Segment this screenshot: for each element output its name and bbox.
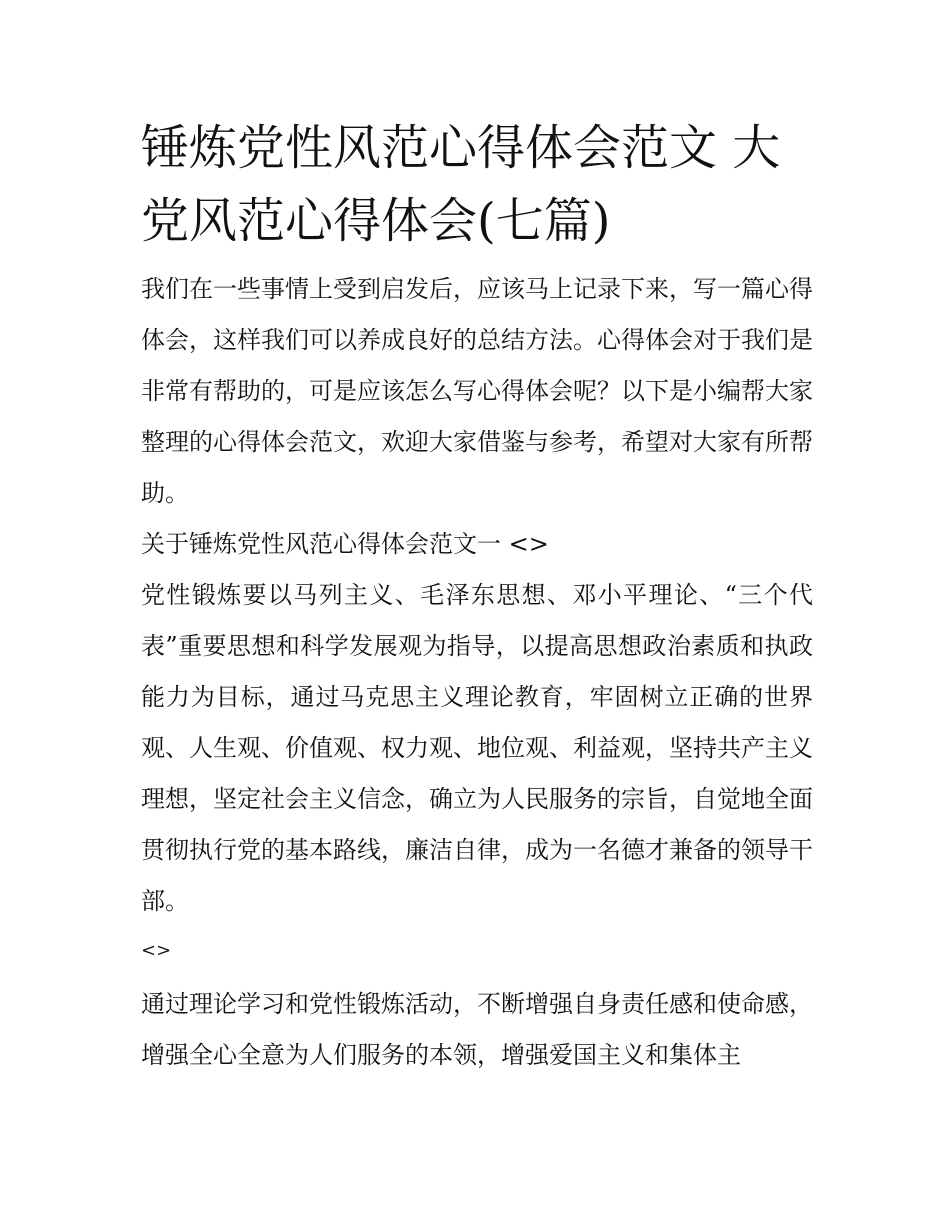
document-title: 锤炼党性风范心得体会范文 大党风范心得体会(七篇) <box>141 120 781 249</box>
body-paragraph-2: 通过理论学习和党性锻炼活动，不断增强自身责任感和使命感，增强全心全意为人们服务的本领，增强爱国主义和集体主 <box>141 990 813 1069</box>
body-paragraph-1: 党性锻炼要以马列主义、毛泽东思想、邓小平理论、“三个代表”重要思想和科学发展观为指导，以提高思想政治素质和执政能力为目标，通过马克思主义理论教育，牢固树立正确的世界观、人生观、价值观、权力观、地位观、利益观，坚持共产主义理想，坚定社会主义信念，确立为人民服务的宗旨，自觉地全面贯彻执行党的基本路线，廉洁自律，成为一名德才兼备的领导干部。 <box>141 581 813 915</box>
document-page <box>141 112 813 1081</box>
section-heading: 关于锤炼党性风范心得体会范文一 <> <box>141 530 549 558</box>
placeholder-marker: <> <box>141 940 172 961</box>
intro-paragraph: 我们在一些事情上受到启发后，应该马上记录下来，写一篇心得体会，这样我们可以养成良好的总结方法。心得体会对于我们是非常有帮助的，可是应该怎么写心得体会呢？以下是小编帮大家整理的心得体会范文，欢迎大家借鉴与参考，希望对大家有所帮助。 <box>141 275 813 507</box>
